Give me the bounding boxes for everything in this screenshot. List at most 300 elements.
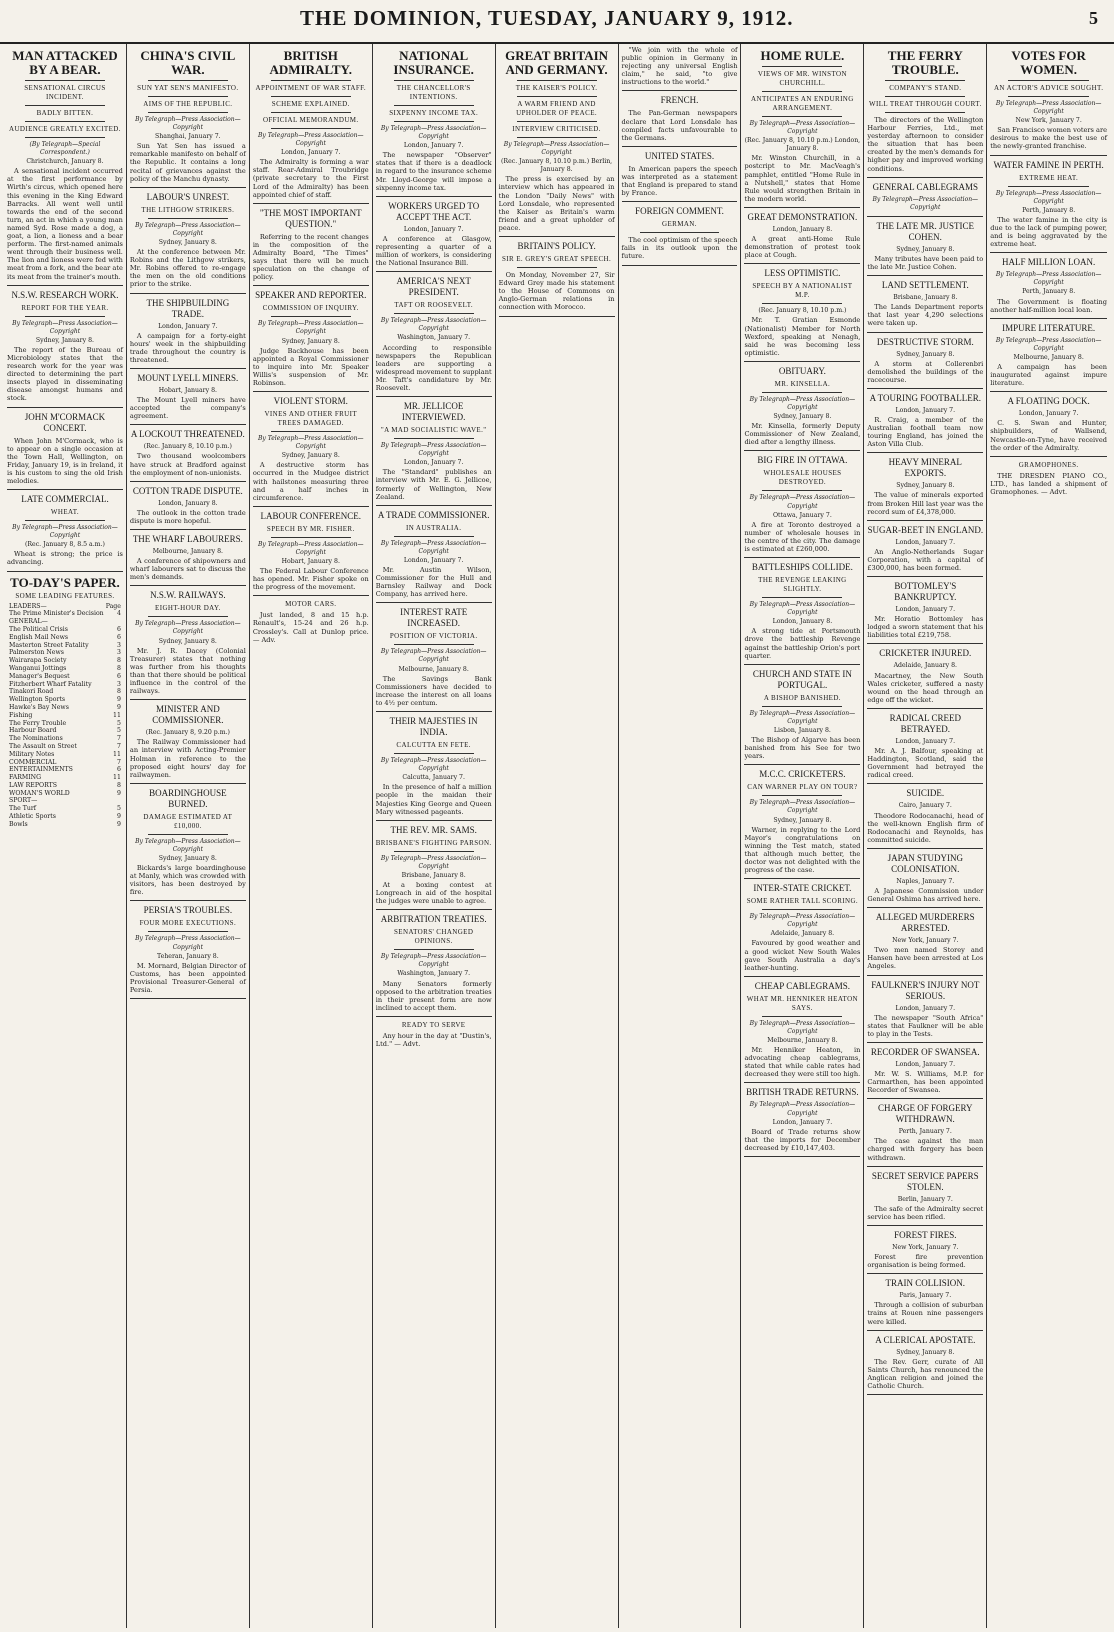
- article-separator: [867, 1225, 983, 1226]
- article-headline: LESS OPTIMISTIC.: [764, 268, 841, 279]
- index-item: [9, 634, 121, 642]
- article-body: [130, 738, 246, 778]
- article-headline: N.S.W. RAILWAYS.: [150, 590, 226, 601]
- index-item-label: GENERAL—: [9, 618, 48, 626]
- article-dateline: Perth, January 8.: [1022, 206, 1076, 214]
- article-subhead: BRISBANE'S FIGHTING PARSON.: [375, 838, 492, 847]
- article-body: [867, 1137, 983, 1161]
- subhead-rule: [1008, 96, 1089, 97]
- article-body: [499, 271, 615, 311]
- article-dateline: Teheran, January 8.: [157, 952, 219, 960]
- index-item-page: 11: [113, 750, 121, 758]
- article-subhead: BADLY BITTEN.: [36, 109, 94, 117]
- subhead-rule: [271, 112, 351, 113]
- index-item: [9, 751, 121, 759]
- subhead-rule: [394, 851, 474, 852]
- article-paragraph: Mr. Kinsella, formerly Deputy Commissioner of New Zealand, died after a lengthy illness.: [744, 422, 861, 447]
- article-paragraph: The cool optimism of the speech fails in its outlook upon the future.: [621, 236, 738, 261]
- article-headline: IMPURE LITERATURE.: [1002, 322, 1096, 333]
- article-byline: By Telegraph—Press Association—Copyright: [257, 435, 364, 451]
- article-separator: [867, 452, 983, 453]
- article-headline: MAN ATTACKED BY A BEAR.: [12, 48, 118, 77]
- index-item-page: 9: [116, 813, 121, 821]
- article-separator: [376, 711, 492, 712]
- article-dateline: Sydney, January 8.: [896, 1348, 955, 1356]
- article-byline: By Telegraph—Press Association—Copyright: [749, 1101, 856, 1117]
- article: [744, 981, 860, 1084]
- index-item-page: 7: [116, 735, 121, 743]
- article-body: [867, 672, 983, 704]
- article-headline: SUGAR-BEET IN ENGLAND.: [867, 524, 984, 535]
- article-body: [867, 615, 983, 639]
- article-dateline: (Rec. January 8, 8.5 a.m.): [24, 541, 105, 549]
- article: [744, 268, 860, 362]
- article-subhead: AIMS OF THE REPUBLIC.: [143, 100, 233, 108]
- index-item: [9, 813, 121, 821]
- article-dateline: Melbourne, January 8.: [767, 1037, 838, 1044]
- index-item: [9, 649, 121, 657]
- article-headline: MR. JELLICOE INTERVIEWED.: [401, 401, 466, 423]
- article: [867, 788, 983, 848]
- index-item: [9, 782, 121, 790]
- article-dateline: London, January 7.: [403, 225, 464, 233]
- article-headline: TRAIN COLLISION.: [885, 1278, 966, 1289]
- subhead-rule: [762, 91, 842, 92]
- article-separator: [253, 595, 369, 596]
- article-headline: COTTON TRADE DISPUTE.: [132, 485, 243, 496]
- article-separator: [867, 275, 983, 276]
- index-item: [9, 704, 121, 712]
- index-item: [9, 759, 121, 767]
- article-headline: THE REV. MR. SAMS.: [390, 824, 477, 835]
- article-separator: [744, 557, 860, 558]
- article-subhead: GERMAN.: [662, 220, 697, 229]
- article-paragraph: R. Craig, a member of the Australian football team now touring England, has joined the Aston Villa Club.: [867, 415, 984, 449]
- article-body: [867, 946, 983, 970]
- article-separator: [376, 602, 492, 603]
- article: [744, 49, 860, 208]
- index-item-label: Fitzherbert Wharf Fatality: [9, 680, 92, 688]
- masthead: [0, 0, 1114, 44]
- index-item-label: Masterton Street Fatality: [9, 641, 89, 649]
- subhead-rule: [762, 490, 842, 491]
- article-paragraph: The press is exercised by an interview which has appeared in the London "Daily News" with Lord Lonsdale, who represented the Kaiser as Britain's warm friend and a great upholder of peace.: [498, 175, 615, 232]
- article-headline: A TOURING FOOTBALLER.: [869, 392, 982, 403]
- article: [376, 49, 492, 197]
- article-headline: BRITISH TRADE RETURNS.: [746, 1087, 859, 1098]
- article: [130, 590, 246, 700]
- subhead-rule: [762, 795, 842, 796]
- article-separator: [867, 216, 983, 217]
- article-body: [376, 881, 492, 905]
- article-dateline: New York, January 7.: [892, 937, 959, 945]
- article: [622, 95, 738, 146]
- article-separator: [253, 391, 369, 392]
- article-body: [376, 783, 492, 815]
- article-paragraph: M. Mornard, Belgian Director of Customs, has been appointed Provisional Treasurer-General of Persia.: [129, 961, 246, 994]
- article-dateline: London, January 7.: [1018, 410, 1079, 418]
- subhead-rule: [762, 303, 842, 304]
- article-separator: [744, 764, 860, 765]
- advertisement: [990, 461, 1107, 496]
- article-byline: By Telegraph—Press Association—Copyright: [749, 799, 856, 815]
- article-headline: A FLOATING DOCK.: [1007, 396, 1090, 407]
- article-dateline: London, January 7.: [895, 1060, 956, 1068]
- index-item-label: The Ferry Trouble: [9, 719, 67, 727]
- article-dateline: Sydney, January 8.: [896, 245, 955, 253]
- article-dateline: Sydney, January 8.: [773, 816, 832, 824]
- headline-rule: [394, 80, 474, 81]
- index-item: [9, 681, 121, 689]
- article: [130, 905, 246, 999]
- article-separator: [744, 976, 860, 977]
- article-subhead: DAMAGE ESTIMATED AT £10,000.: [143, 812, 233, 830]
- subhead-rule: [517, 137, 597, 138]
- article-paragraph: Macartney, the New South Wales cricketer, suffered a nasty wound on the head through an edge off the wicket.: [867, 671, 984, 704]
- article: [744, 455, 860, 558]
- article-separator: [867, 332, 983, 333]
- subhead-rule: [25, 520, 105, 521]
- article: [130, 534, 246, 586]
- article: [990, 396, 1107, 456]
- article-dateline: Sydney, January 8.: [35, 336, 94, 344]
- ad-paragraph: Just landed, 8 and 15 h.p. Renault's, 15-24 and 26 h.p. Crossley's. Call at Dunlop price. — Adv.: [252, 611, 369, 644]
- article-subhead: THE KAISER'S POLICY.: [515, 84, 598, 92]
- index-item-label: The Assault on Street: [9, 742, 77, 750]
- article-separator: [990, 252, 1107, 253]
- article-body: [867, 1253, 983, 1269]
- article-paragraph: A fire at Toronto destroyed a number of wholesale houses in the centre of the city. The damage is estimated at £260,000.: [744, 520, 861, 553]
- index-item-page: 11: [113, 711, 121, 719]
- article-separator: [130, 481, 246, 482]
- index-item-page: 3: [116, 649, 121, 657]
- article: [744, 1087, 860, 1157]
- article: [130, 788, 246, 902]
- article: [376, 276, 492, 397]
- article-body: [7, 167, 123, 280]
- index-item-page: 5: [116, 727, 121, 735]
- article-headline: THE FERRY TROUBLE.: [887, 48, 963, 77]
- index-item: [9, 610, 121, 618]
- index-item-page: 6: [116, 625, 121, 633]
- article-headline: FAULKNER'S INJURY NOT SERIOUS.: [871, 979, 980, 1001]
- article-subhead: INTERVIEW CRITICISED.: [512, 125, 601, 133]
- index-item-label: COMMERCIAL: [9, 758, 57, 766]
- index-item-page: 8: [116, 781, 121, 789]
- article-paragraph: Forest fire prevention organisation is being formed.: [867, 1253, 984, 1270]
- article-headline: INTER-STATE CRICKET.: [753, 883, 852, 894]
- article-headline: CHURCH AND STATE IN PORTUGAL.: [752, 668, 852, 690]
- article-dateline: London, January 8.: [158, 499, 218, 507]
- article-dateline: Brisbane, January 8.: [401, 871, 466, 879]
- index-item-page: 8: [116, 688, 121, 696]
- article-dateline: Lisbon, January 8.: [773, 726, 831, 734]
- article: [376, 607, 492, 712]
- article-headline: GENERAL CABLEGRAMS: [872, 181, 978, 192]
- article-paragraph: Mr. A. J. Balfour, speaking at Haddington, Scotland, said the Government had betrayed the radical creed.: [867, 747, 984, 780]
- article-subhead: CAN WARNER PLAY ON TOUR?: [747, 783, 858, 792]
- subhead-rule: [148, 112, 228, 113]
- article-body: [867, 360, 983, 384]
- article-dateline: London, January 7.: [895, 538, 956, 546]
- article-headline: N.S.W. RESEARCH WORK.: [11, 289, 119, 300]
- article-headline: FRENCH.: [660, 95, 699, 106]
- article-body: [253, 461, 369, 501]
- article-separator: [7, 407, 123, 408]
- article-body: [253, 158, 369, 198]
- article-headline: JOHN M'CORMACK CONCERT.: [24, 411, 106, 433]
- article-headline: LAND SETTLEMENT.: [881, 280, 969, 291]
- article-paragraph: Through a collision of suburban trains at Rouen nine passengers were killed.: [867, 1301, 984, 1326]
- headline-rule: [271, 80, 351, 81]
- article-subhead: SCHEME EXPLAINED.: [271, 100, 350, 108]
- article: [867, 1278, 983, 1330]
- article-body: [130, 509, 246, 525]
- index-subtitle: SOME LEADING FEATURES.: [15, 591, 115, 600]
- article-paragraph: A campaign for a forty-eight hours' week in the shipbuilding trade throughout the country is threatened.: [129, 331, 246, 364]
- article-subhead: SENSATIONAL CIRCUS INCIDENT.: [24, 84, 106, 101]
- article-subhead: VIEWS OF MR. WINSTON CHURCHILL.: [757, 70, 847, 87]
- article-headline: VOTES FOR WOMEN.: [1011, 48, 1086, 77]
- article-body: [376, 566, 492, 598]
- article: [7, 49, 123, 286]
- article-dateline: Adelaide, January 8.: [893, 662, 958, 670]
- subhead-rule: [25, 105, 105, 106]
- article: [744, 669, 860, 766]
- article-body: [744, 235, 860, 259]
- article-dateline: Paris, January 7.: [899, 1292, 952, 1300]
- index-item: [9, 727, 121, 735]
- article: [990, 257, 1107, 318]
- article: [867, 912, 983, 975]
- article-body: [867, 887, 983, 903]
- article-body: [253, 233, 369, 282]
- article-byline: By Telegraph—Press Association—Copyright: [380, 953, 487, 969]
- article-paragraph: In the presence of half a million people in the maidan their Majesties King George and Queen Mary witnessed pageants.: [375, 783, 492, 816]
- index-item-label: Wairarapa Society: [9, 657, 67, 665]
- article-separator: [867, 1042, 983, 1043]
- article-headline: CHEAP CABLEGRAMS.: [754, 980, 850, 991]
- column-6: [619, 44, 742, 1628]
- article-paragraph: Wheat is strong; the price is advancing.: [7, 550, 123, 567]
- article-subhead: SOME RATHER TALL SCORING.: [746, 897, 859, 906]
- article-separator: [867, 907, 983, 908]
- index-item-page: 8: [116, 657, 121, 665]
- article-body: [622, 46, 738, 86]
- article-paragraph: Mr. J. R. Dacey (Colonial Treasurer) states that nothing was further from his thoughts than that there should be political influence in the control of the railways.: [129, 646, 246, 696]
- article-body: [867, 416, 983, 448]
- article-dateline: Cairo, January 7.: [898, 802, 952, 810]
- subhead-rule: [394, 121, 474, 122]
- index-item: [9, 766, 121, 774]
- subhead-rule: [394, 313, 474, 314]
- article-separator: [7, 285, 123, 286]
- article-body: [744, 939, 860, 971]
- article-paragraph: The outlook in the cotton trade dispute is more hopeful.: [129, 508, 246, 525]
- article-subhead: CALCUTTA EN FETE.: [396, 741, 471, 750]
- article-separator: [990, 391, 1107, 392]
- subhead-rule: [271, 96, 351, 97]
- advertisement: [376, 1021, 492, 1048]
- article-subhead: SUN YAT SEN'S MANIFESTO.: [137, 84, 239, 92]
- article: [867, 525, 983, 577]
- article: [130, 704, 246, 784]
- article-separator: [130, 699, 246, 700]
- article-paragraph: Warner, in replying to the Lord Mayor's congratulations on winning the Test match, stated that although much better, the doctor was not delighted with the progress of the case.: [744, 825, 861, 875]
- index-item-page: 8: [116, 664, 121, 672]
- article-byline: By Telegraph—Press Association—Copyright: [995, 189, 1102, 205]
- article: [253, 49, 369, 204]
- index-item-label: LAW REPORTS: [9, 781, 57, 789]
- article-headline: PERSIA'S TROUBLES.: [143, 905, 233, 916]
- article-dateline: Sydney, January 8.: [158, 637, 217, 645]
- subhead-rule: [517, 267, 597, 268]
- article-separator: [130, 368, 246, 369]
- article: [253, 396, 369, 507]
- article-separator: [867, 576, 983, 577]
- article-paragraph: Judge Backhouse has been appointed a Royal Commissioner to inquire into Mr. Speaker Willis's suspension of Mr. Robinson.: [252, 346, 369, 387]
- article-subhead: POSITION OF VICTORIA.: [389, 632, 478, 641]
- article-separator: [376, 396, 492, 397]
- article-headline: BIG FIRE IN OTTAWA.: [757, 455, 848, 466]
- index-item-label: Military Notes: [9, 750, 55, 758]
- article: [867, 49, 983, 178]
- article: [744, 212, 860, 264]
- index-item-label: FARMING: [9, 774, 42, 782]
- article-subhead: WHEAT.: [50, 508, 80, 517]
- article-subhead: WHOLESALE HOUSES DESTROYED.: [763, 469, 842, 487]
- article-paragraph: Bickards's large boardinghouse at Manly, which was crowded with visitors, has been destroyed by fire.: [129, 864, 246, 897]
- article-headline: M.C.C. CRICKETERS.: [759, 769, 846, 780]
- article-headline: AMERICA'S NEXT PRESIDENT.: [396, 276, 471, 298]
- article-dateline: Perth, January 7.: [898, 1128, 952, 1136]
- article-headline: NATIONAL INSURANCE.: [393, 48, 474, 77]
- article-byline: By Telegraph—Press Association—Copyright: [135, 620, 241, 636]
- article-byline: By Telegraph—Press Association—Copyright: [380, 317, 487, 333]
- article: [867, 1335, 983, 1395]
- article-subhead: COMPANY'S STAND.: [889, 84, 962, 92]
- article-body: [7, 550, 123, 566]
- subhead-rule: [394, 644, 474, 645]
- column-2: [127, 44, 250, 1628]
- article-body: [130, 647, 246, 696]
- article-separator: [867, 388, 983, 389]
- article-headline: RECORDER OF SWANSEA.: [870, 1046, 980, 1057]
- article-paragraph: The Savings Bank Commissioners have decided to increase the interest on all loans to 4½ per centum.: [375, 674, 492, 707]
- article-paragraph: At the conference between Mr. Robins and the Lithgow strikers, Mr. Robins offered to re-engage the men on the old conditions prior to the strike.: [129, 248, 246, 289]
- article-headline: A TRADE COMMISSIONER.: [377, 509, 490, 520]
- article-paragraph: The directors of the Wellington Harbour Ferries, Ltd., met yesterday afternoon to consider the situation that has been created by the men's demands for higher pay and improved working conditions.: [867, 116, 984, 173]
- index-item-label: ENTERTAINMENTS: [9, 766, 73, 774]
- article-separator: [376, 271, 492, 272]
- article: [499, 241, 615, 316]
- article-paragraph: In American papers the speech was interpreted as a statement that England is prepared to stand by France.: [621, 164, 738, 198]
- article-body: [744, 154, 860, 203]
- article: [867, 182, 983, 217]
- article-paragraph: The Federal Labour Conference has opened. Mr. Fisher spoke on the progress of the movement.: [252, 567, 369, 592]
- article-body: [744, 627, 860, 659]
- article-byline: By Telegraph—Press Association—Copyright: [995, 100, 1102, 116]
- subhead-rule: [762, 706, 842, 707]
- article-headline: THE LATE MR. JUSTICE COHEN.: [876, 220, 975, 242]
- article-byline: By Telegraph—Press Association—Copyright: [749, 601, 856, 617]
- article-paragraph: When John M'Cormack, who is to appear on a single occasion at the Town Hall, Wellington, on Friday, January 19, is in Ireland, it is his custom to sing the old Irish melodies.: [7, 436, 123, 485]
- article-subhead: WHAT MR. HENNIKER HEATON SAYS.: [746, 994, 858, 1012]
- article-paragraph: At a boxing contest at Longreach in aid of the hospital the judges were unable to agree.: [375, 880, 492, 906]
- article-subhead: VINES AND OTHER FRUIT TREES DAMAGED.: [264, 410, 358, 428]
- advertisement: [253, 600, 369, 643]
- article-headline: SPEAKER AND REPORTER.: [255, 290, 367, 301]
- article-dateline: London, January 7.: [158, 322, 218, 330]
- article-separator: [130, 424, 246, 425]
- article-paragraph: The safe of the Admiralty secret service has been rifled.: [867, 1204, 984, 1221]
- article-separator: [253, 285, 369, 286]
- article-body: [990, 298, 1107, 314]
- article-headline: WORKERS URGED TO ACCEPT THE ACT.: [388, 200, 480, 222]
- article-byline: By Telegraph—Press Association—Copyright: [503, 141, 610, 157]
- article: [376, 401, 492, 506]
- article: [253, 208, 369, 287]
- article-dateline: (Rec. January 8, 10.10 p.m.) London, January 8.: [744, 137, 861, 153]
- ad-heading: MOTOR CARS.: [285, 600, 337, 609]
- article-paragraph: A Japanese Commission under General Oshima has arrived here.: [867, 886, 984, 904]
- article: [130, 486, 246, 530]
- article-separator: [130, 187, 246, 188]
- article-subhead: A BISHOP BANISHED.: [763, 693, 841, 702]
- article-separator: [867, 783, 983, 784]
- ad-paragraph: Any hour in the day at "Dustin's, Ltd." — Advt.: [375, 1031, 492, 1048]
- article-body: [622, 109, 738, 141]
- article-headline: "THE MOST IMPORTANT QUESTION.": [259, 207, 362, 229]
- article-dateline: New York, January 7.: [1015, 117, 1082, 125]
- article: [7, 494, 123, 571]
- index-item: [9, 618, 121, 626]
- article-separator: [376, 505, 492, 506]
- article-body: [867, 1205, 983, 1221]
- article-headline: CHINA'S CIVIL WAR.: [140, 48, 236, 77]
- article: [867, 393, 983, 453]
- columns-container: [4, 44, 1110, 1628]
- article: [990, 160, 1107, 254]
- article-byline: By Telegraph—Press Association—Copyright: [872, 195, 979, 211]
- article-subhead: SIR E. GREY'S GREAT SPEECH.: [501, 255, 612, 264]
- subhead-rule: [271, 316, 351, 317]
- article-body: [744, 422, 860, 446]
- article-dateline: Calcutta, January 7.: [402, 774, 465, 782]
- article-subhead: AN ACTOR'S ADVICE SOUGHT.: [993, 84, 1104, 92]
- article: [867, 1230, 983, 1274]
- article-dateline: Melbourne, January 8.: [152, 548, 224, 555]
- article-headline: MINISTER AND COMMISSIONER.: [152, 704, 224, 726]
- article-headline: INTEREST RATE INCREASED.: [400, 607, 468, 629]
- article: [867, 853, 983, 908]
- article-paragraph: The water famine in the city is due to the lack of pumping power, and is being aggravated by the extreme heat.: [990, 215, 1108, 249]
- index-item-label: The Nominations: [9, 735, 63, 743]
- index-item: [9, 626, 121, 634]
- article-dateline: London, January 7.: [403, 459, 464, 467]
- article-paragraph: Two men named Storey and Hansen have been arrested at Los Angeles.: [867, 946, 984, 971]
- article-dateline: (Rec. January 8, 10.10 p.m.) Berlin, January 8.: [501, 158, 613, 174]
- column-8: [864, 44, 987, 1628]
- article: [867, 337, 983, 389]
- article: [130, 429, 246, 481]
- article-paragraph: Many Senators formerly opposed to the arbitration treaties in their present form are now inclined to accept them.: [375, 979, 492, 1012]
- article-body: [130, 557, 246, 581]
- article-byline: By Telegraph—Press Association—Copyright: [749, 913, 856, 929]
- index-title: TO-DAY'S PAPER.: [10, 574, 120, 590]
- article-body: [376, 344, 492, 393]
- subhead-rule: [394, 438, 474, 439]
